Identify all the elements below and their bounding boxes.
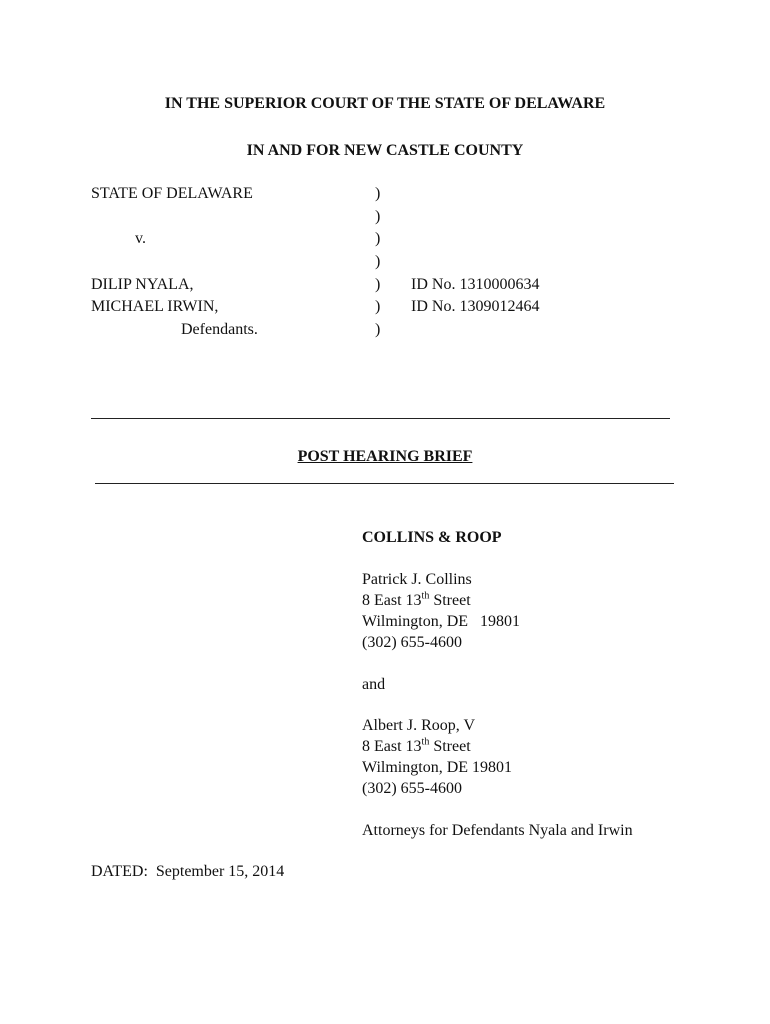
date-line: DATED: September 15, 2014 xyxy=(91,863,285,880)
attorney1-city: Wilmington, DE 19801 xyxy=(362,613,521,630)
firm-name: COLLINS & ROOP xyxy=(362,529,502,546)
case-id-2: ID No. 1309012464 xyxy=(411,298,540,315)
attorney2-name: Albert J. Roop, V xyxy=(362,717,476,734)
caption-paren: ) xyxy=(375,230,381,247)
caption-paren: ) xyxy=(375,208,381,225)
document-title: POST HEARING BRIEF xyxy=(297,448,473,465)
divider-bottom xyxy=(95,483,674,484)
caption-paren: ) xyxy=(375,185,381,202)
caption-paren: ) xyxy=(375,253,381,270)
defendant-1: DILIP NYALA, xyxy=(91,276,194,293)
caption-paren: ) xyxy=(375,276,381,293)
court-heading-line1: IN THE SUPERIOR COURT OF THE STATE OF DELAWARE xyxy=(164,95,606,112)
divider-top xyxy=(91,418,670,419)
plaintiff-name: STATE OF DELAWARE xyxy=(91,185,253,202)
attorney1-street: 8 East 13th Street xyxy=(362,590,471,609)
attorney2-phone: (302) 655-4600 xyxy=(362,780,462,797)
attorneys-role: Attorneys for Defendants Nyala and Irwin xyxy=(362,822,633,839)
caption-paren: ) xyxy=(375,298,381,315)
caption-paren: ) xyxy=(375,321,381,338)
defendant-2: MICHAEL IRWIN, xyxy=(91,298,219,315)
attorney2-street: 8 East 13th Street xyxy=(362,736,471,755)
defendants-label: Defendants. xyxy=(181,321,258,338)
attorney2-city: Wilmington, DE 19801 xyxy=(362,759,513,776)
case-id-1: ID No. 1310000634 xyxy=(411,276,540,293)
attorney1-phone: (302) 655-4600 xyxy=(362,634,462,651)
court-heading-line2: IN AND FOR NEW CASTLE COUNTY xyxy=(246,142,524,159)
attorney1-name: Patrick J. Collins xyxy=(362,571,472,588)
versus: v. xyxy=(135,230,146,247)
conjunction: and xyxy=(362,676,386,693)
